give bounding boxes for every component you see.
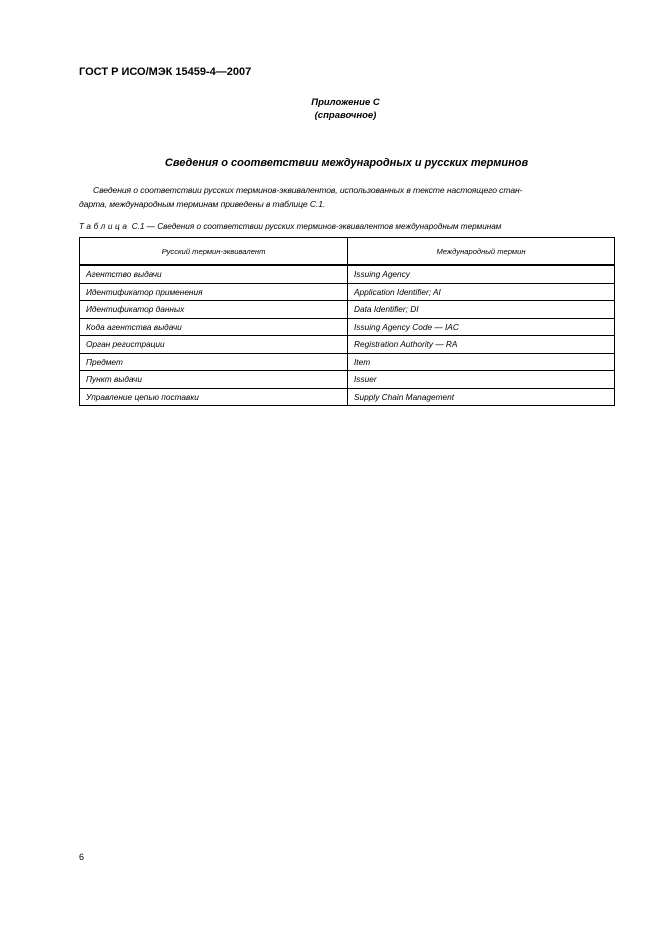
header-international-term: Международный термин xyxy=(348,238,615,266)
russian-term-cell: Управление цепью поставки xyxy=(80,388,348,406)
document-code: ГОСТ Р ИСО/МЭК 15459-4—2007 xyxy=(79,66,252,78)
international-term-cell: Issuer xyxy=(348,371,615,389)
section-title: Сведения о соответствии международных и русских терминов xyxy=(164,157,529,169)
page-number: 6 xyxy=(79,852,85,862)
table-header-row xyxy=(80,238,615,266)
terms-table xyxy=(79,237,615,406)
table-caption-label: Таблица xyxy=(79,222,130,231)
table-row xyxy=(80,283,615,301)
table-row xyxy=(80,318,615,336)
international-term-cell: Registration Authority — RA xyxy=(348,336,615,354)
russian-term-cell: Идентификатор данных xyxy=(80,301,348,319)
table-caption-text: С.1 — Сведения о соответствии русских терминов-эквивалентов международным терминам xyxy=(131,222,502,231)
russian-term-cell: Предмет xyxy=(80,353,348,371)
table-body xyxy=(80,265,615,406)
paragraph-line-1: Сведения о соответствии русских терминов-эквивалентов, использованных в тексте настоящего стан- xyxy=(93,185,523,195)
paragraph-line-2: дарта, международным терминам приведены в таблице С.1. xyxy=(79,199,326,209)
international-term-cell: Application Identifier; AI xyxy=(348,283,615,301)
russian-term-cell: Агентство выдачи xyxy=(80,265,348,283)
table-caption xyxy=(79,222,619,231)
international-term-cell: Issuing Agency Code — IAC xyxy=(348,318,615,336)
table-row xyxy=(80,371,615,389)
international-term-cell: Item xyxy=(348,353,615,371)
russian-term-cell: Кода агентства выдачи xyxy=(80,318,348,336)
international-term-cell: Data Identifier; DI xyxy=(348,301,615,319)
international-term-cell: Issuing Agency xyxy=(348,265,615,283)
intro-paragraph xyxy=(79,183,617,211)
international-term-cell: Supply Chain Management xyxy=(348,388,615,406)
table-row xyxy=(80,336,615,354)
russian-term-cell: Идентификатор применения xyxy=(80,283,348,301)
russian-term-cell: Орган регистрации xyxy=(80,336,348,354)
annex-title: Приложение С xyxy=(311,97,380,108)
russian-term-cell: Пункт выдачи xyxy=(80,371,348,389)
annex-heading xyxy=(0,96,661,122)
table-row xyxy=(80,265,615,283)
annex-kind: (справочное) xyxy=(314,110,377,121)
table-row xyxy=(80,301,615,319)
table-row xyxy=(80,388,615,406)
table-row xyxy=(80,353,615,371)
header-russian-term: Русский термин-эквивалент xyxy=(80,238,348,266)
